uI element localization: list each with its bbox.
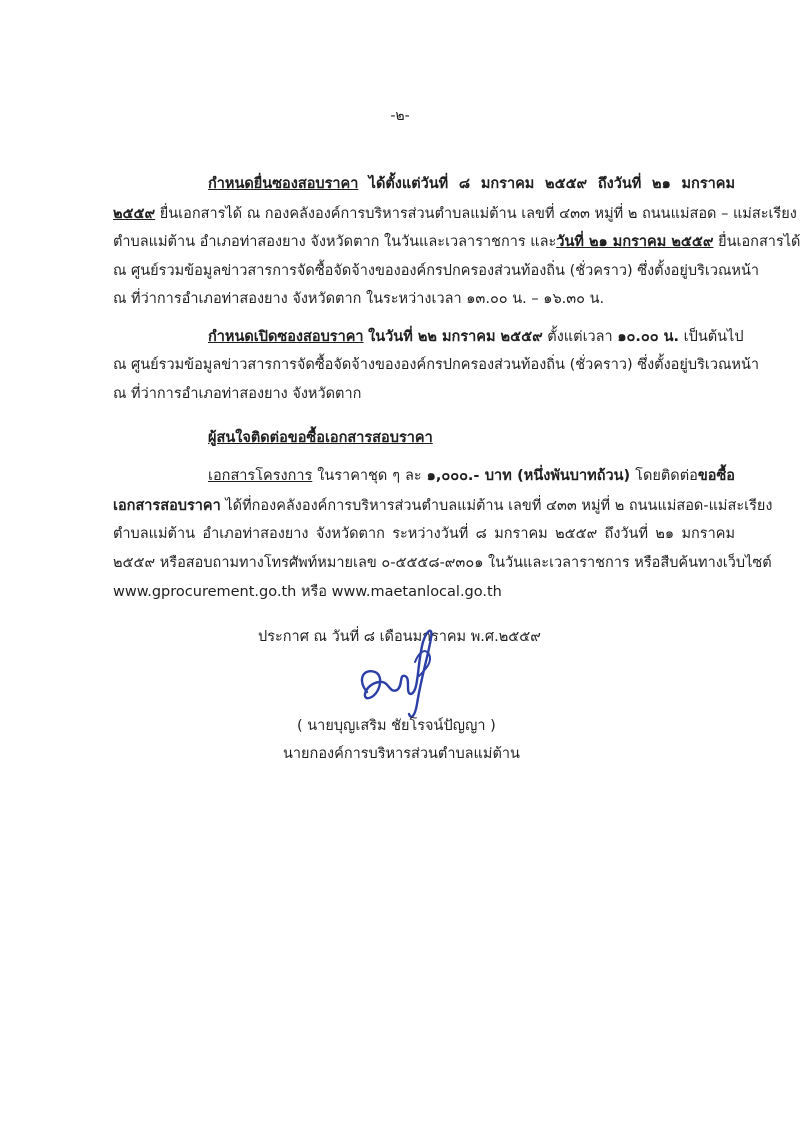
- purchase-line-1: [208, 466, 735, 486]
- opening-from-text: ตั้งแต่เวลา: [542, 329, 618, 345]
- submission-dates: ได้ตั้งแต่วันที่ ๘ มกราคม ๒๕๕๙ ถึงวันที่ ๒๑ มกราคม: [368, 176, 736, 192]
- submission-final-date: วันที่ ๒๑ มกราคม ๒๕๕๙: [556, 234, 714, 250]
- submission-line-4: [113, 261, 760, 281]
- submission-line-1: [208, 174, 735, 194]
- opening-heading: กำหนดเปิดซองสอบราคา: [208, 329, 364, 345]
- websites: www.gprocurement.go.th หรือ www.maetanlocal.go.th: [113, 584, 502, 600]
- page-number: -๒-: [390, 108, 410, 124]
- opening-onward-text: เป็นต้นไป: [679, 329, 744, 345]
- purchase-period: ตำบลแม่ต้าน อำเภอท่าสองยาง จังหวัดตาก ระหว่างวันที่ ๘ มกราคม ๒๕๕๙ ถึงวันที่ ๒๑ มกราคม: [113, 526, 735, 542]
- purchase-line-2: [113, 496, 773, 516]
- project-documents-label: เอกสารโครงการ: [208, 468, 313, 484]
- opening-line-3: [113, 384, 735, 404]
- submission-line-3: [113, 232, 800, 252]
- price-intro: ในราคาชุด ๆ ละ: [312, 468, 427, 484]
- opening-center: ณ ศูนย์รวมข้อมูลข่าวสารการจัดซื้อจัดจ้างขององค์กรปกครองส่วนท้องถิ่น (ชั่วคราว) ซึ่งตั้งอยู่บริเวณหน้า: [113, 357, 760, 373]
- submission-heading: กำหนดยื่นซองสอบราคา: [208, 176, 359, 192]
- signer-title: นายกองค์การบริหารส่วนตำบลแม่ต้าน: [283, 746, 520, 762]
- submission-line-2: [113, 204, 797, 224]
- purchase-line-5: [113, 582, 735, 602]
- submission-line-5: [113, 289, 735, 309]
- signature-image: [345, 622, 455, 722]
- opening-line-1: [208, 327, 744, 347]
- opening-place: ณ ที่ว่าการอำเภอท่าสองยาง จังหวัดตาก: [113, 386, 362, 402]
- opening-time: ๑๐.๐๐ น.: [617, 329, 680, 345]
- purchase-heading-line: [208, 428, 735, 448]
- announcement-date: ประกาศ ณ วันที่ ๘ เดือนมกราคม พ.ศ.๒๕๕๙: [258, 629, 541, 645]
- submission-year: ๒๕๕๙: [113, 206, 156, 222]
- purchase-line-4: [113, 553, 772, 573]
- signer-name: ( นายบุญเสริม ชัยโรจน์ปัญญา ): [297, 718, 496, 734]
- submission-time: ณ ที่ว่าการอำเภอท่าสองยาง จังหวัดตาก ในระหว่างเวลา ๑๓.๐๐ น. – ๑๖.๓๐ น.: [113, 291, 605, 307]
- purchase-contact: ๒๕๕๙ หรือสอบถามทางโทรศัพท์หมายเลข ๐-๕๕๕๘-๙๓๐๑ ในวันและเวลาราชการ หรือสืบค้นทางเว็บไซต์: [113, 555, 772, 571]
- purchase-heading: ผู้สนใจติดต่อขอซื้อเอกสารสอบราคา: [208, 430, 433, 446]
- submission-final-text: ยื่นเอกสารได้: [713, 234, 800, 250]
- purchase-line-3: [113, 524, 735, 544]
- purchase-text: ขอซื้อ: [697, 468, 735, 484]
- submission-location: ยื่นเอกสารได้ ณ กองคลังองค์การบริหารส่วนตำบลแม่ต้าน เลขที่ ๔๓๓ หมู่ที่ ๒ ถนนแม่สอด – แม่สะเรียง: [159, 206, 797, 222]
- document-price: ๑,๐๐๐.- บาท (หนึ่งพันบาทถ้วน): [426, 468, 631, 484]
- submission-office-hours: ตำบลแม่ต้าน อำเภอท่าสองยาง จังหวัดตาก ในวันและเวลาราชการ และ: [113, 234, 557, 250]
- submission-center: ณ ศูนย์รวมข้อมูลข่าวสารการจัดซื้อจัดจ้างขององค์กรปกครองส่วนท้องถิ่น (ชั่วคราว) ซึ่งตั้งอยู่บริเวณหน้า: [113, 263, 760, 279]
- purchase-location: ได้ที่กองคลังองค์การบริหารส่วนตำบลแม่ต้าน เลขที่ ๔๓๓ หมู่ที่ ๒ ถนนแม่สอด-แม่สะเรียง: [220, 498, 773, 514]
- contact-text: โดยติดต่อ: [630, 468, 698, 484]
- opening-line-2: [113, 355, 760, 375]
- opening-date: ในวันที่ ๒๒ มกราคม ๒๕๕๙: [368, 329, 543, 345]
- bid-documents-label: เอกสารสอบราคา: [113, 498, 221, 514]
